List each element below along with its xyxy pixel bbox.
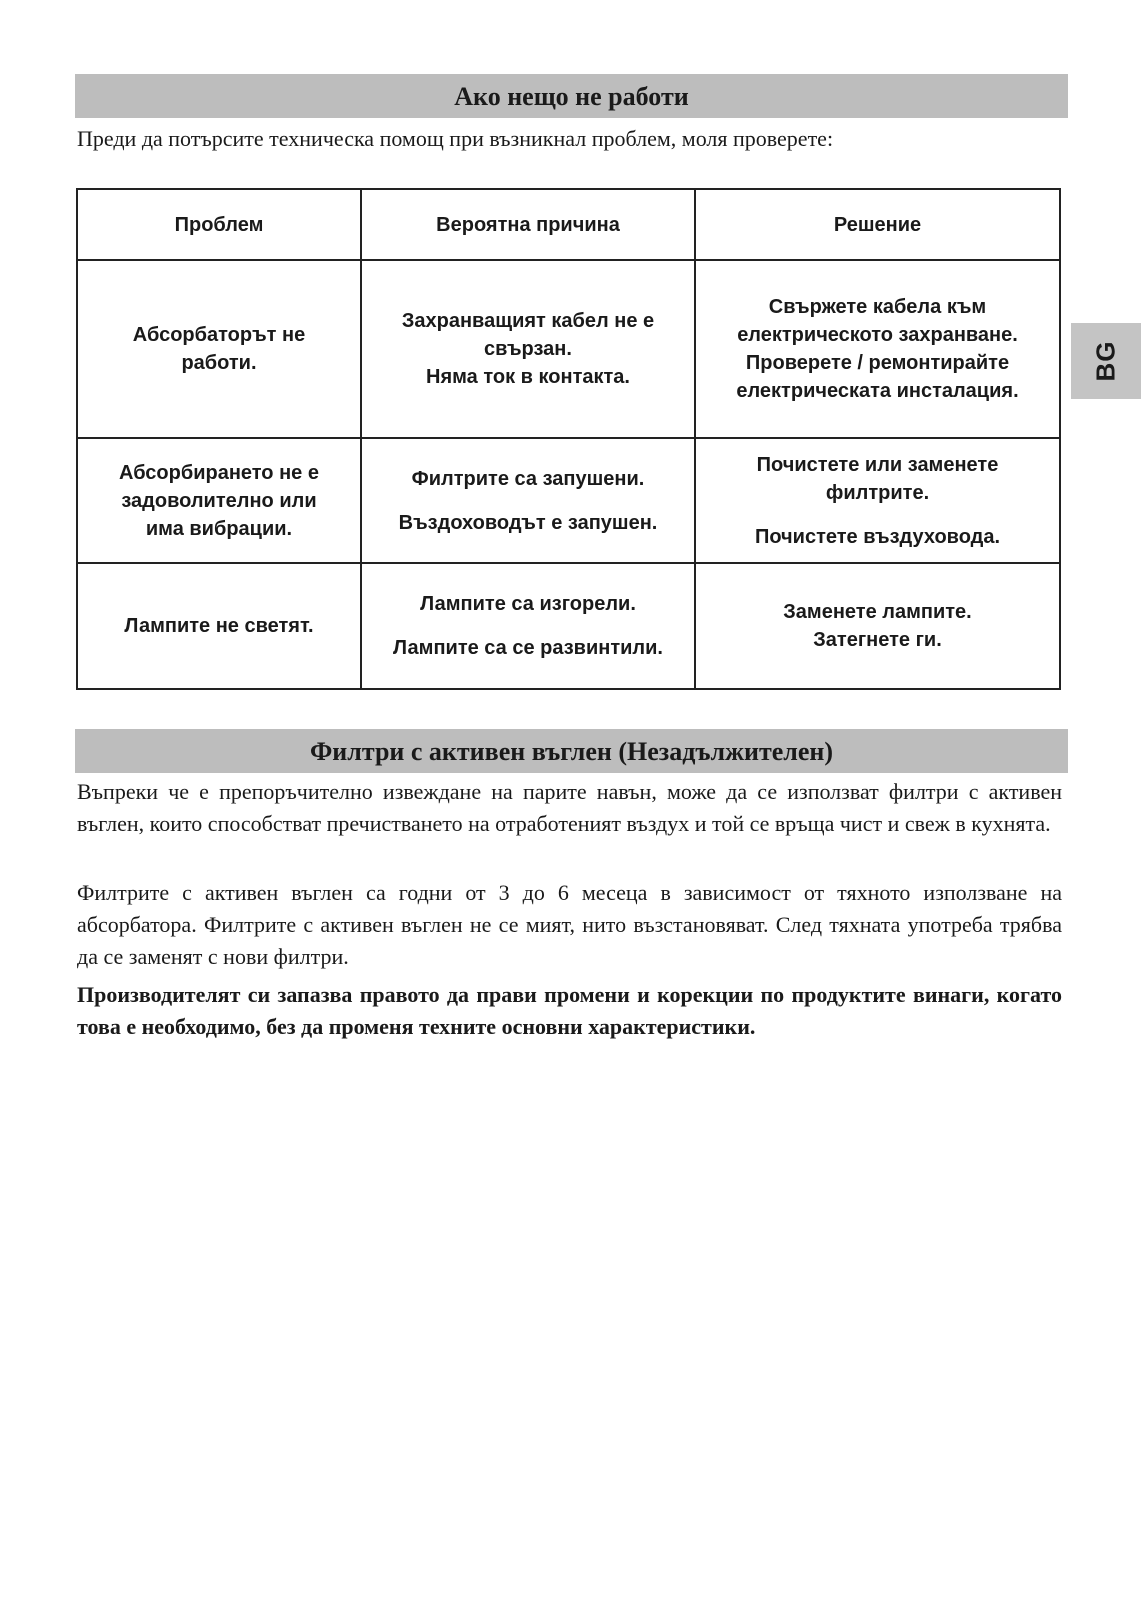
cell-text: електрическото захранване.: [737, 324, 1018, 346]
cell-text: Лампите са се развинтили.: [393, 637, 663, 659]
troubleshooting-table: [76, 188, 1061, 690]
cell-text: Няма ток в контакта.: [426, 366, 630, 388]
paragraph-manufacturer-note: Производителят си запазва правото да прави промени и корекции по продуктите винаги, когато това е необходимо, без да променя техните основни характеристики.: [77, 982, 1062, 1039]
cause-cell: [361, 260, 695, 438]
column-header-problem: Проблем: [77, 189, 361, 260]
solution-cell: [695, 563, 1060, 689]
column-header-cause: Вероятна причина: [361, 189, 695, 260]
solution-cell: [695, 438, 1060, 563]
cell-text: Почистете въздуховода.: [754, 525, 1001, 548]
cell-text: Абсорбаторът не: [132, 324, 306, 346]
language-tab: [1071, 323, 1141, 399]
section-heading-troubleshooting: Ако нещо не работи: [75, 74, 1068, 118]
column-header-solution: Решение: [695, 189, 1060, 260]
cell-text: филтрите.: [825, 481, 930, 504]
solution-cell: [695, 260, 1060, 438]
table-row: [77, 438, 1060, 563]
cell-text: Свържете кабела към: [768, 296, 987, 318]
cell-text: Заменете лампите.: [783, 601, 972, 623]
language-tab-label: BG: [1090, 340, 1121, 382]
cell-text: има вибрации.: [145, 517, 293, 540]
problem-cell: [77, 438, 361, 563]
problem-cell: [77, 260, 361, 438]
cause-cell: [361, 563, 695, 689]
cell-text: работи.: [181, 352, 257, 374]
cell-text: електрическата инсталация.: [736, 380, 1019, 402]
table-row: [77, 563, 1060, 689]
paragraph-carbon-filters-intro: Въпреки че е препоръчително извеждане на парите навън, може да се използват филтри с активен въглен, които способстват пречистването на отработеният въздух и той се връща чист и свеж в кухнята.: [77, 779, 1062, 836]
table-header-row: [77, 189, 1060, 260]
table-row: [77, 260, 1060, 438]
problem-cell: [77, 563, 361, 689]
cell-text: Почистете или заменете: [756, 453, 999, 476]
cell-text: Захранващият кабел не е: [401, 310, 655, 332]
cell-text: задоволително или: [121, 489, 317, 512]
cause-cell: [361, 438, 695, 563]
cell-text: Абсорбирането не е: [119, 461, 319, 484]
cell-text: Филтрите са запушени.: [411, 467, 645, 490]
paragraph-carbon-filters-lifetime: Филтрите с активен въглен са годни от 3 до 6 месеца в зависимост от тяхното използване на абсорбатора. Филтрите с активен въглен не се мият, нито възстановяват. След тяхната употреба трябва да се заменят с нови филтри.: [77, 880, 1062, 969]
intro-text: Преди да потърсите техническа помощ при възникнал проблем, моля проверете:: [77, 126, 834, 151]
cell-text: Лампите не светят.: [124, 615, 314, 637]
cell-text: свързан.: [484, 338, 572, 360]
cell-text: Затегнете ги.: [813, 629, 942, 651]
section-heading-carbon-filters: Филтри с активен въглен (Незадължителен): [75, 729, 1068, 773]
cell-text: Въздоховодът е запушен.: [398, 511, 658, 534]
cell-text: Лампите са изгорели.: [420, 593, 636, 615]
cell-text: Проверете / ремонтирайте: [745, 352, 1010, 374]
